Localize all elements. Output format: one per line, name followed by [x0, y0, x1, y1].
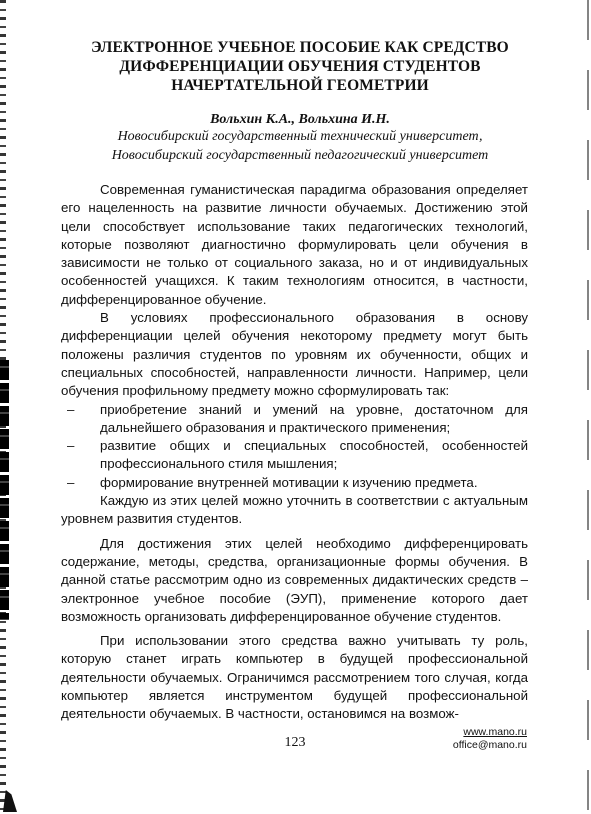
list-item-text: формирование внутренней мотивации к изучению предмета. — [100, 474, 478, 490]
publisher-contacts — [453, 726, 527, 752]
paragraph: Современная гуманистическая парадигма образования определяет его нацеленность на развитие личности обучаемых. Достижению этой цели способствует использование таких педагогических технологий, которые позволяют диагностично формулировать цели обучения в зависимости не только от социального заказа, но и от индивидуальных особенностей учащихся. К таким технологиям относится, в частности, дифференцированное обучение. — [61, 182, 528, 307]
paragraph: В условиях профессионального образования в основу дифференциации целей обучения некоторому предмету могут быть положены различия студентов по уровням их обученности, общих и специальных способностей, направленности личности. Например, цели обучения профильному предмету можно сформулировать так: — [61, 310, 528, 399]
list-dash: – — [67, 474, 75, 490]
title-line: ДИФФЕРЕНЦИАЦИИ ОБУЧЕНИЯ СТУДЕНТОВ — [119, 58, 481, 75]
list-item-text: приобретение знаний и умений на уровне, достаточном для дальнейшего образования и практического применения; — [100, 401, 528, 435]
paragraph: При использовании этого средства важно учитывать ту роль, которую станет играть компьютер в будущей профессиональной деятельности обучаемых. Ограничимся рассмотрением того случая, когда компьютер является инструментом будущей профессиональной деятельности обучаемых. В частности, остановимся на возмож- — [61, 633, 528, 722]
title-line: НАЧЕРТАТЕЛЬНОЙ ГЕОМЕТРИИ — [171, 77, 429, 94]
list-item — [61, 401, 528, 438]
list-item — [61, 437, 528, 474]
paragraph: Для достижения этих целей необходимо дифференцировать содержание, методы, средства, организационные формы обучения. В данной статье рассмотрим одно из современных дидактических средств – электронное учебное пособие (ЭУП), применение которого дает возможность организовать дифференцированное обучение студентов. — [61, 535, 528, 624]
paragraph: Каждую из этих целей можно уточнить в соответствии с актуальным уровнем развития студентов. — [61, 493, 528, 527]
list-dash: – — [67, 438, 75, 454]
list-item-text: развитие общих и специальных способностей, особенностей профессионального стиля мышления; — [100, 438, 528, 472]
scan-spine-shadow — [0, 360, 9, 620]
list-dash: – — [67, 401, 75, 417]
email-link[interactable]: office@mano.ru — [452, 739, 527, 751]
affiliation-line: Новосибирский государственный педагогический университет — [111, 147, 489, 163]
affiliation-line: Новосибирский государственный технический университет, — [117, 129, 483, 144]
goals-list — [61, 401, 528, 492]
scan-edge-right — [587, 0, 589, 814]
site-link[interactable]: www.mano.ru — [463, 726, 527, 738]
article-body — [61, 181, 528, 724]
authors: Вольхин К.А., Вольхина И.Н. — [210, 112, 390, 127]
article-title — [60, 38, 540, 95]
list-item — [61, 474, 528, 492]
affiliations — [60, 128, 540, 165]
page-number: 123 — [284, 735, 306, 750]
title-line: ЭЛЕКТРОННОЕ УЧЕБНОЕ ПОСОБИЕ КАК СРЕДСТВО — [91, 39, 509, 56]
